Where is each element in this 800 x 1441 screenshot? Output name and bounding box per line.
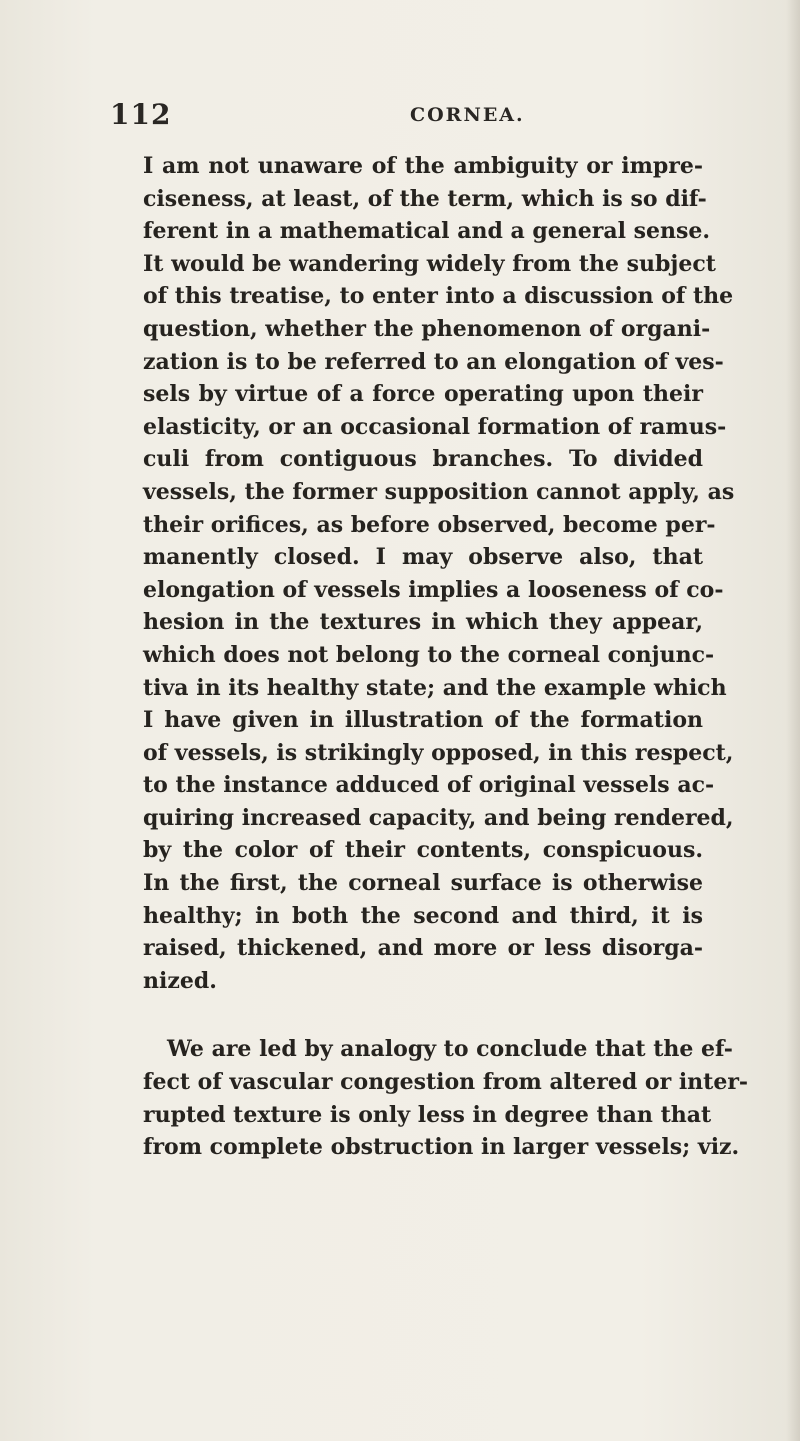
text-line: culi from contiguous branches. To divided: [143, 446, 703, 473]
text-line: It would be wandering widely from the subject: [143, 250, 716, 277]
text-line: fect of vascular congestion from altered or inter-: [143, 1069, 749, 1096]
text-line: nized.: [143, 967, 217, 994]
text-line: ciseness, at least, of the term, which is so dif-: [143, 185, 707, 212]
text-line: I am not unaware of the ambiguity or impre-: [143, 153, 703, 179]
text-line: their orifices, as before observed, become per-: [143, 511, 716, 538]
text-line: of vessels, is strikingly opposed, in this respect,: [143, 739, 734, 766]
text-line: In the first, the corneal surface is otherwise: [143, 870, 703, 897]
text-line: I have given in illustration of the formation: [143, 707, 703, 734]
text-line: tiva in its healthy state; and the example which: [143, 674, 727, 701]
page-number: 112: [110, 98, 172, 131]
text-line: of this treatise, to enter into a discussion of the: [143, 283, 734, 310]
text-line: rupted texture is only less in degree than that: [143, 1101, 712, 1128]
text-line: raised, thickened, and more or less disorga-: [143, 935, 703, 962]
text-line: zation is to be referred to an elongation of ves-: [143, 348, 724, 375]
paragraph-gap: [143, 997, 703, 1033]
text-line: quiring increased capacity, and being rendered,: [143, 804, 734, 831]
running-head: CORNEA.: [410, 104, 525, 126]
text-line: manently closed. I may observe also, that: [143, 544, 703, 571]
text-line: sels by virtue of a force operating upon their: [143, 381, 703, 408]
text-line: elongation of vessels implies a looseness of co-: [143, 576, 724, 603]
page-edge-shadow: [786, 0, 800, 1441]
text-line: hesion in the textures in which they appear,: [143, 609, 703, 636]
text-line: vessels, the former supposition cannot apply, as: [143, 478, 735, 505]
text-line: question, whether the phenomenon of organi-: [143, 315, 711, 342]
text-line: elasticity, or an occasional formation of ramus-: [143, 413, 727, 440]
body-text: [143, 150, 749, 1164]
text-line: from complete obstruction in larger vessels; viz.: [143, 1134, 740, 1161]
page-header: [110, 98, 710, 138]
text-line: by the color of their contents, conspicuous.: [143, 837, 703, 864]
text-line: We are led by analogy to conclude that the ef-: [167, 1036, 733, 1063]
text-line: ferent in a mathematical and a general sense.: [143, 218, 711, 245]
text-line: which does not belong to the corneal conjunc-: [143, 641, 715, 668]
paragraph-1: [143, 150, 735, 997]
text-line: healthy; in both the second and third, it is: [143, 902, 703, 929]
text-line: to the instance adduced of original vessels ac-: [143, 772, 715, 799]
paragraph-2: [143, 1033, 749, 1163]
